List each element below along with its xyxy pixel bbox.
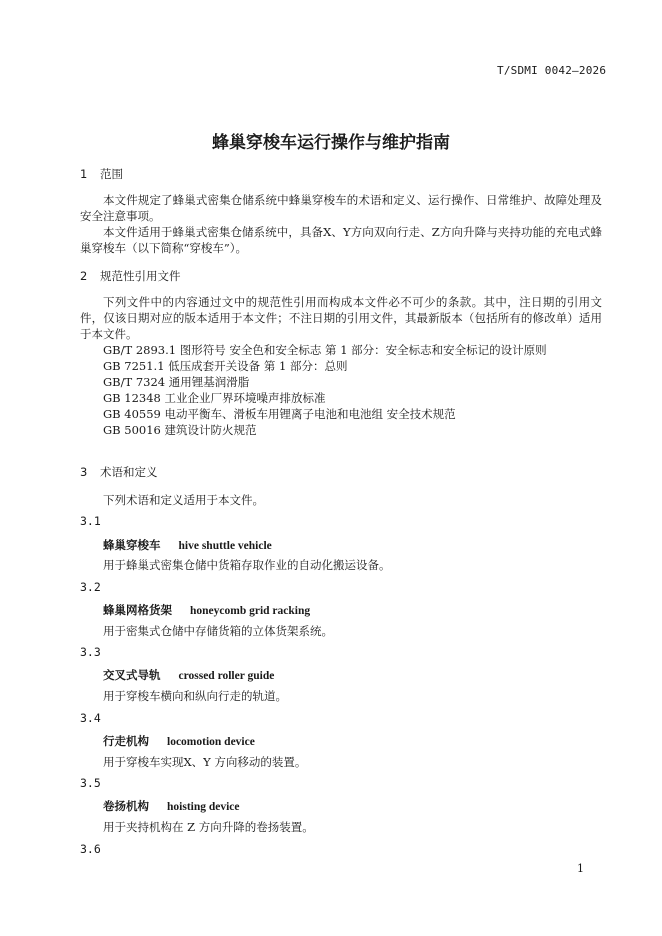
reference-item: GB 7251.1 低压成套开关设备 第 1 部分：总则 [103, 359, 348, 373]
section-heading-normative-references [80, 268, 181, 284]
term-number: 3.3 [80, 645, 101, 659]
term-chinese: 蜂巢网格货架 [103, 603, 172, 617]
term-entry [103, 667, 274, 683]
term-chinese: 交叉式导轨 [103, 668, 161, 682]
term-english: hive shuttle vehicle [178, 540, 272, 552]
term-entry [103, 602, 310, 618]
reference-item: GB 50016 建筑设计防火规范 [103, 423, 257, 437]
section-heading-terms-and-definitions [80, 464, 158, 480]
paragraph: 本文件适用于蜂巢式密集仓储系统中，具备X、Y方向双向行走、Z方向升降与夹持功能的充电式蜂巢穿梭车（以下简称“穿梭车”）。 [80, 225, 602, 255]
term-definition: 用于穿梭车横向和纵向行走的轨道。 [103, 689, 287, 703]
term-english: locomotion device [167, 736, 255, 748]
term-definition: 用于夹持机构在 Z 方向升降的卷扬装置。 [103, 820, 314, 834]
document-title: 蜂巢穿梭车运行操作与维护指南 [212, 133, 450, 153]
term-chinese: 蜂巢穿梭车 [103, 538, 161, 552]
term-english: crossed roller guide [178, 670, 275, 682]
paragraph: 下列术语和定义适用于本文件。 [103, 493, 264, 507]
section-number: 3 [80, 465, 88, 479]
term-english: honeycomb grid racking [190, 605, 311, 617]
term-entry [103, 537, 272, 553]
term-number: 3.6 [80, 842, 101, 856]
term-entry [103, 733, 255, 749]
term-english: hoisting device [167, 801, 240, 813]
reference-item: GB/T 2893.1 图形符号 安全色和安全标志 第 1 部分：安全标志和安全标记的设计原则 [103, 343, 547, 357]
term-chinese: 卷扬机构 [103, 799, 149, 813]
section-heading-scope [80, 166, 123, 182]
reference-item: GB 40559 电动平衡车、滑板车用锂离子电池和电池组 安全技术规范 [103, 407, 456, 421]
term-number: 3.4 [80, 711, 101, 725]
section-number: 1 [80, 167, 88, 181]
term-number: 3.2 [80, 580, 101, 594]
standard-number: T/SDMI 0042—2026 [497, 64, 607, 77]
term-definition: 用于蜂巢式密集仓储中货箱存取作业的自动化搬运设备。 [103, 558, 391, 572]
paragraph: 本文件规定了蜂巢式密集仓储系统中蜂巢穿梭车的术语和定义、运行操作、日常维护、故障处理及安全注意事项。 [80, 193, 602, 223]
page-number: 1 [577, 862, 584, 875]
term-definition: 用于密集式仓储中存储货箱的立体货架系统。 [103, 624, 333, 638]
section-title: 术语和定义 [100, 465, 158, 479]
paragraph: 下列文件中的内容通过文中的规范性引用而构成本文件必不可少的条款。其中，注日期的引用文件，仅该日期对应的版本适用于本文件；不注日期的引用文件，其最新版本（包括所有的修改单）适用于本文件。 [80, 295, 602, 341]
term-number: 3.1 [80, 514, 101, 528]
term-chinese: 行走机构 [103, 734, 149, 748]
reference-item: GB/T 7324 通用锂基润滑脂 [103, 375, 250, 389]
term-definition: 用于穿梭车实现X、Y 方向移动的装置。 [103, 755, 307, 769]
term-entry [103, 798, 240, 814]
section-title: 规范性引用文件 [100, 269, 181, 283]
section-number: 2 [80, 269, 88, 283]
section-title: 范围 [100, 167, 123, 181]
term-number: 3.5 [80, 776, 101, 790]
reference-item: GB 12348 工业企业厂界环境噪声排放标准 [103, 391, 326, 405]
